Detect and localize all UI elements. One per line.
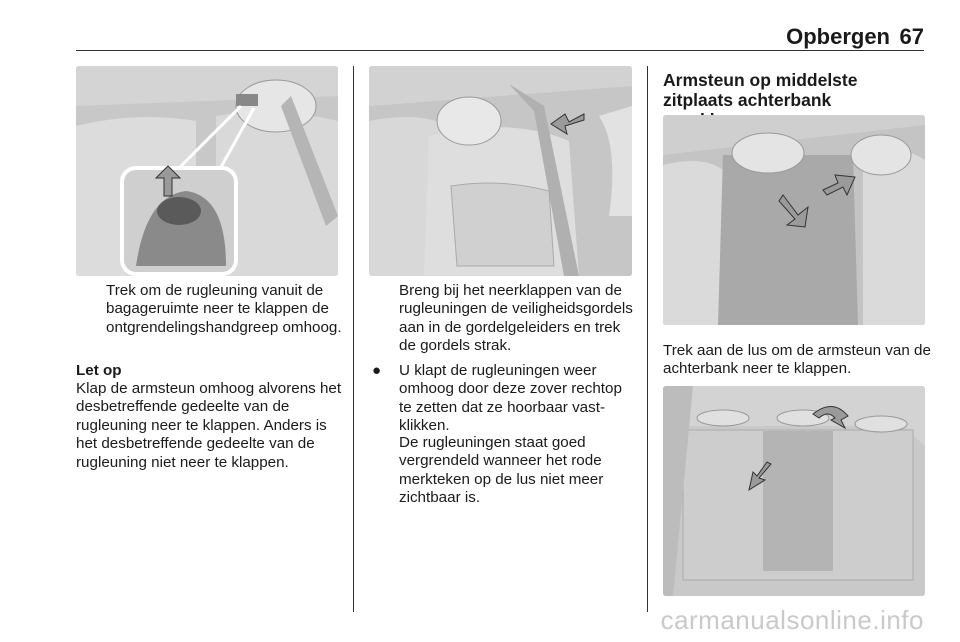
figure-armrest-loop <box>663 386 925 596</box>
column-divider-2 <box>647 66 648 612</box>
figure3-caption: Trek aan de lus om de armsteun van de achterbank neer te klappen. <box>663 342 931 378</box>
figure2-caption: Breng bij het neerklappen van de rugleuningen de veiligheidsgordels aan in de gordelgeleiders en trek de gordels strak. <box>399 282 633 355</box>
figure-armrest-fold <box>663 115 925 325</box>
armrest-heading: Armsteun op middelste zitplaats achterbank <box>663 70 858 110</box>
figure-release-handle <box>76 66 338 276</box>
bullet-marker: ● <box>372 362 382 379</box>
followup-text: De rugleuningen staat goed vergrendeld wanneer het rode merkteken op de lus niet meer zichtbaar is. <box>399 434 604 507</box>
note-text: Klap de armsteun omhoog alvorens het desbetreffende gedeelte van de rugleuning neer te klappen. Anders is het desbetreffende gedeelte van de rugleuning niet neer te klappen. <box>76 380 342 471</box>
figure1-caption: Trek om de rugleuning vanuit de bagageruimte neer te klappen de ontgrendelingshandgreep omhoog. <box>106 282 342 336</box>
section-title: Opbergen <box>786 24 890 49</box>
note-title: Let op <box>76 362 122 379</box>
bullet-text: U klapt de rugleuningen weer omhoog door deze zover rechtop te zetten dat ze hoorbaar vastklikken. <box>399 362 622 435</box>
watermark: carmanualsonline.info <box>660 605 924 635</box>
page-number: 67 <box>899 24 924 49</box>
figure-belt-guides <box>369 66 632 276</box>
column-divider-1 <box>353 66 354 612</box>
header-divider <box>76 50 924 51</box>
